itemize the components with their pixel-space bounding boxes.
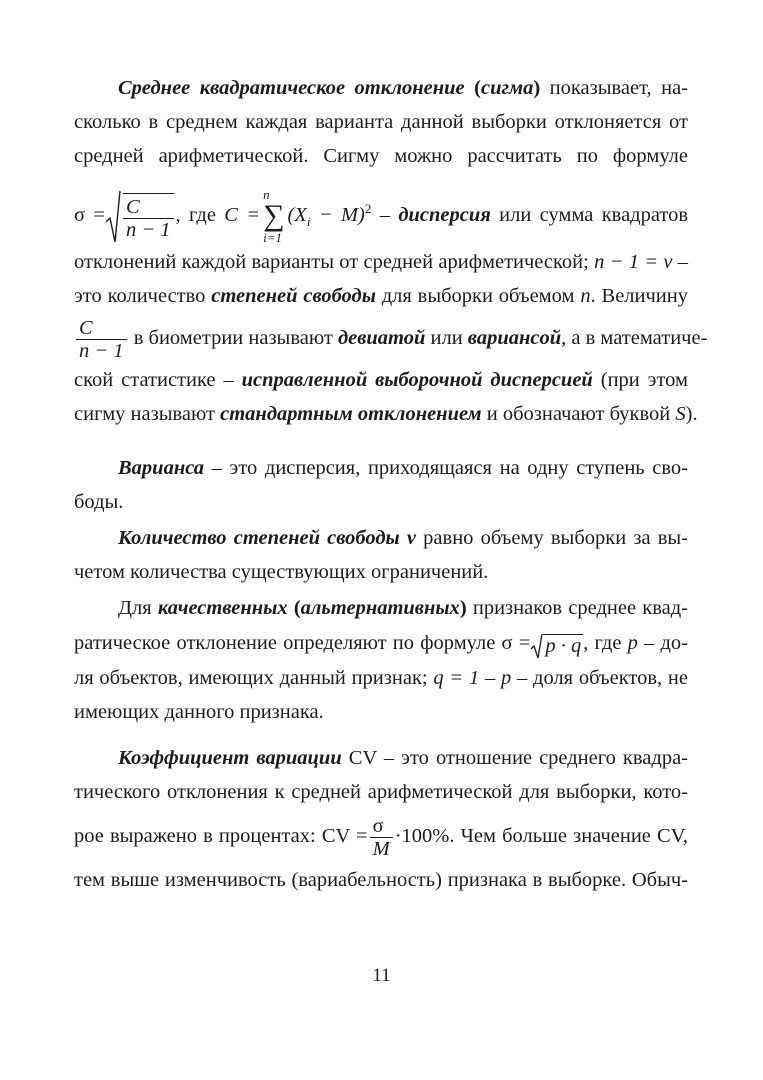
paren: ) — [459, 597, 467, 619]
text: , где — [583, 632, 622, 654]
formula-percent: ·100% — [394, 825, 450, 847]
text: – доля объектов, не — [511, 667, 688, 689]
page-number: 11 — [372, 965, 391, 986]
formula-fraction — [123, 193, 174, 241]
formula-q: q = 1 – p — [433, 667, 512, 689]
text-line — [74, 521, 688, 555]
fraction-denominator: n − 1 — [76, 339, 127, 362]
term-degrees-of-freedom: степеней свободы — [211, 285, 376, 307]
formula-c-eq: C = — [224, 203, 261, 226]
text: или сумма квадратов — [499, 203, 689, 226]
term-corrected-sample-variance: исправленной выборочной дисперсией — [241, 369, 593, 391]
text-line: тем выше изменчивость (вариабельность) признака в выборке. Обыч- — [74, 869, 688, 891]
term-standard-deviation: Среднее квадратическое отклонение — [118, 77, 465, 99]
text-line: тического отклонения к средней арифметической для выборки, кото- — [74, 781, 688, 803]
text: признаков среднее квад- — [466, 597, 688, 619]
paragraph-variansa — [74, 451, 688, 519]
paren: ( — [474, 77, 481, 99]
text-line — [74, 279, 688, 313]
text: CV – это отношение среднего квадра- — [341, 747, 688, 769]
text-line: средней арифметической. Сигму можно рассчитать по формуле — [74, 145, 688, 167]
formula-fraction — [370, 815, 393, 860]
term-sigma: сигма — [480, 77, 534, 99]
text-line: сколько в среднем каждая варианта данной выборки отклоняется от — [74, 111, 688, 133]
formula-line-cv — [74, 809, 688, 863]
text: – — [379, 203, 390, 226]
text-line — [74, 313, 708, 363]
text: ратическое отклонение определяют по формуле — [74, 632, 496, 654]
text-line — [74, 71, 688, 105]
term-deviata: девиатой — [337, 327, 426, 349]
paren: ) — [533, 77, 541, 99]
formula-cv-eq: CV = — [321, 825, 368, 847]
sqrt-sign — [105, 180, 176, 252]
text-line — [74, 363, 688, 397]
text: – это дисперсия, приходящаяся на одну ступень сво- — [204, 457, 688, 479]
text: ). — [685, 403, 698, 425]
text-line: имеющих данного признака. — [74, 701, 324, 723]
text: сигму называют — [74, 403, 221, 425]
variable-p: p — [627, 632, 638, 654]
sum-lower-limit: i=1 — [263, 230, 282, 246]
term-qualitative: качественных — [157, 597, 288, 619]
variable-n: n — [580, 285, 591, 307]
sigma-symbol: ∑ — [263, 199, 285, 233]
formula-sigma-eq: σ = — [74, 203, 105, 226]
text: Для — [118, 597, 158, 619]
text: ля объектов, имеющих данный признак; — [74, 667, 434, 689]
text: равно объему выборки за вы- — [416, 527, 688, 549]
formula-degrees-freedom: n − 1 = v — [594, 251, 673, 273]
formula-sum-expr: (X — [287, 203, 307, 226]
term-alternative: альтернативных — [300, 597, 460, 619]
text-line — [74, 661, 688, 695]
fraction-numerator: C — [125, 196, 140, 219]
fraction-numerator: C — [79, 316, 93, 339]
term-variansa-def: Варианса — [118, 457, 205, 479]
sqrt-sign — [530, 626, 583, 662]
text-line — [74, 741, 688, 775]
text: – до- — [637, 632, 688, 654]
text: или — [425, 327, 468, 349]
text: , где — [175, 203, 216, 226]
variable-v: v — [406, 527, 417, 549]
text: в биометрии называют — [128, 327, 338, 349]
paren: ( — [287, 597, 301, 619]
text: для выборки объемом — [375, 285, 581, 307]
text: рое выражено в процентах: — [74, 825, 316, 847]
fraction-denominator: M — [370, 837, 393, 860]
paragraph-degrees-of-freedom — [74, 521, 688, 589]
paragraph-sigma-definition — [74, 71, 708, 431]
subscript-i: i — [306, 213, 311, 229]
text-line — [74, 451, 688, 485]
text: – — [677, 251, 689, 273]
text: . Чем больше значение CV, — [449, 825, 688, 847]
text-line: боды. — [74, 491, 124, 513]
text-line — [74, 397, 698, 431]
text: показывает, на- — [540, 77, 689, 99]
text: , а в математиче- — [561, 327, 708, 349]
text-line: четом количества существующих ограничений. — [74, 561, 489, 583]
exponent: 2 — [364, 201, 372, 216]
text: и обозначают буквой — [481, 403, 676, 425]
term-variansa: варианcой — [467, 327, 562, 349]
term-dispersion: дисперсия — [398, 203, 491, 226]
text: отклонений каждой варианты от средней арифметической; — [74, 251, 589, 273]
text: (при этом — [592, 369, 688, 391]
term-coefficient-variation: Коэффициент вариации — [118, 747, 342, 769]
variable-s: S — [675, 403, 686, 425]
text: ской статистике – — [74, 369, 242, 391]
fraction-numerator: σ — [372, 814, 384, 837]
text-line — [74, 625, 688, 661]
formula-fraction — [76, 317, 127, 362]
sum-upper-limit: n — [263, 187, 270, 203]
term-standard-deviation-2: стандартным отклонением — [220, 403, 482, 425]
text-line — [74, 591, 688, 625]
sqrt-radicand: p · q — [545, 635, 582, 658]
formula-sigma-eq: σ = — [501, 632, 531, 654]
paragraph-qualitative — [74, 591, 688, 729]
sum-operator — [263, 187, 284, 245]
fraction-denominator: n − 1 — [123, 218, 174, 241]
text-line — [74, 245, 688, 279]
formula-line-sigma — [74, 173, 688, 245]
text: . Величину — [590, 285, 688, 307]
paragraph-coefficient-variation — [74, 741, 688, 897]
term-degrees-count: Количество степеней свободы — [118, 527, 400, 549]
formula-minus-m: − M) — [310, 203, 365, 226]
text: это количество — [74, 285, 212, 307]
